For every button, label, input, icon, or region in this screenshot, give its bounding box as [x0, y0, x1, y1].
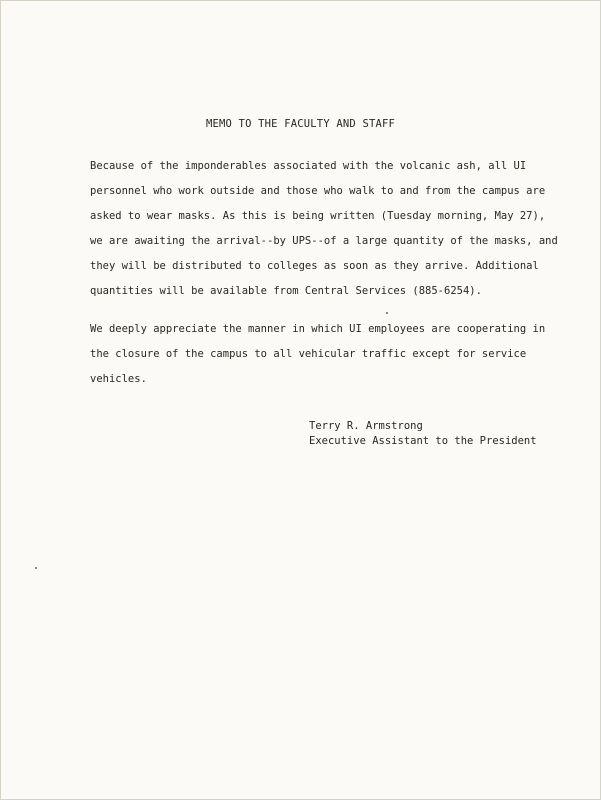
paragraph-line: Because of the imponderables associated with the volcanic ash, all UI [90, 160, 527, 172]
paper-speck [35, 567, 37, 569]
paragraph-line: asked to wear masks. As this is being written (Tuesday morning, May 27), [90, 210, 546, 222]
paragraph-line: vehicles. [90, 373, 147, 385]
paragraph-line: we are awaiting the arrival--by UPS--of a large quantity of the masks, and [90, 235, 558, 247]
paragraph-line: We deeply appreciate the manner in which UI employees are cooperating in [90, 323, 546, 335]
paragraph-line: the closure of the campus to all vehicular traffic except for service [90, 348, 527, 360]
signature-name: Terry R. Armstrong [309, 420, 423, 432]
memo-title: MEMO TO THE FACULTY AND STAFF [205, 118, 396, 130]
paper-speck [386, 312, 388, 314]
signature-position: Executive Assistant to the President [309, 435, 537, 447]
memo-paragraph-2 [90, 317, 546, 392]
signature-block [309, 419, 537, 449]
paragraph-line: personnel who work outside and those who walk to and from the campus are [90, 185, 546, 197]
paragraph-line: they will be distributed to colleges as soon as they arrive. Additional [90, 260, 539, 272]
paragraph-line: quantities will be available from Central Services (885-6254). [90, 285, 482, 297]
memo-paragraph-1 [90, 154, 558, 304]
